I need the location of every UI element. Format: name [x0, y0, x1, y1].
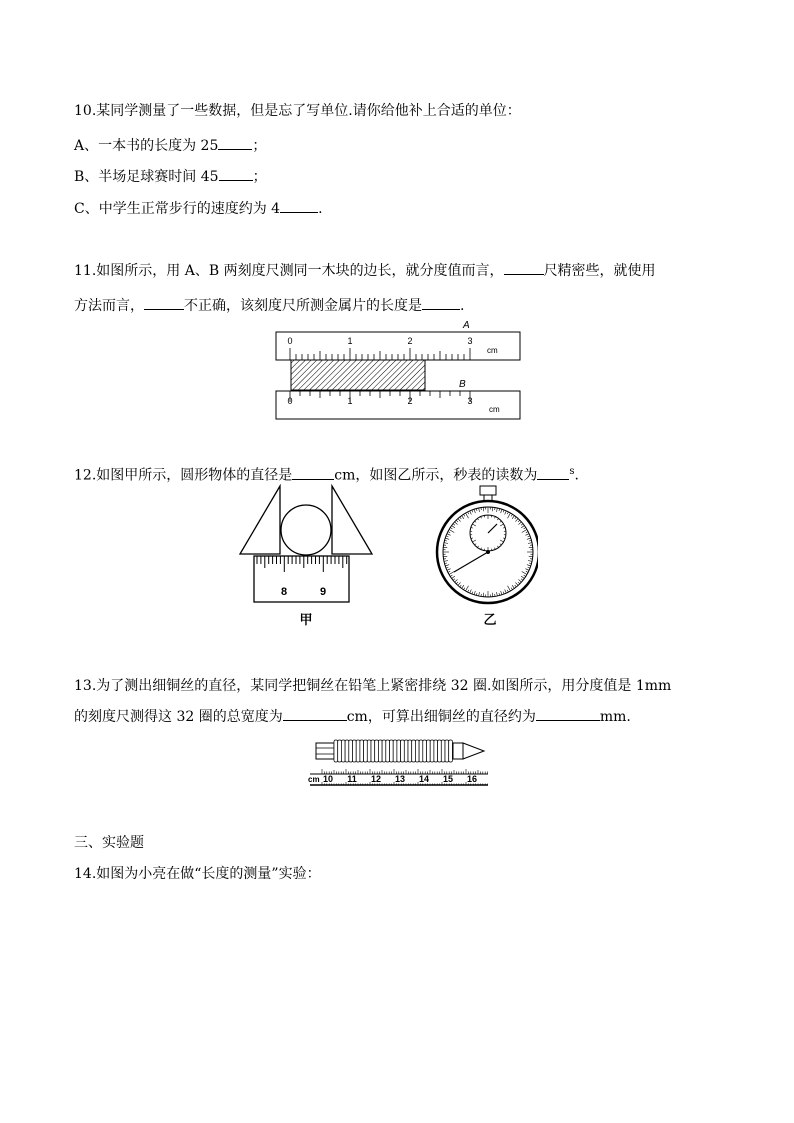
answer-blank: [219, 166, 253, 181]
q10-a-text: A、一本书的长度为 25: [74, 138, 219, 154]
label-yi: 乙: [483, 612, 497, 627]
right-set-square: [332, 486, 372, 554]
q11-line-2: [74, 295, 464, 316]
stopwatch-crown: [480, 486, 496, 495]
rulers-figure: [270, 316, 525, 424]
q12-text-3: .: [574, 467, 579, 484]
pencil-body: [316, 743, 334, 759]
wire-turn: [434, 740, 438, 762]
wire-turn: [353, 740, 357, 762]
ruler-a-label: A: [463, 320, 470, 331]
wire-turn: [393, 740, 397, 762]
copper-wire-coil: [334, 740, 452, 762]
wire-turn: [378, 740, 382, 762]
ruler-b-tick-label: 1: [347, 396, 353, 406]
ruler-a-tick-label: 2: [407, 336, 413, 346]
q13-text-1: 的刻度尺测得这 32 圈的总宽度为: [74, 709, 283, 725]
figure-yi-stopwatch: [437, 486, 538, 627]
ruler-a-unit: cm: [487, 346, 498, 355]
q12-unit-s: s: [569, 466, 575, 477]
q11-line-1: [74, 260, 656, 281]
q14-stem: 14.如图为小亮在做“长度的测量”实验：: [74, 866, 321, 882]
ruler-b-tick-label: 2: [407, 396, 413, 406]
wire-turn: [427, 740, 431, 762]
q10-option-b: [74, 166, 267, 187]
wire-turn: [382, 740, 386, 762]
q11-text-2: 尺精密些，就使用: [543, 263, 656, 279]
q10-stem: 10.某同学测量了一些数据，但是忘了写单位.请你给他补上合适的单位：: [74, 103, 521, 119]
wire-turn: [367, 740, 371, 762]
ruler-13-tick-label: 12: [370, 774, 382, 784]
round-object: [281, 505, 331, 555]
wire-turn: [356, 740, 360, 762]
q11-text-1: 11.如图所示，用 A、B 两刻度尺测同一木块的边长，就分度值而言，: [74, 263, 504, 279]
wire-turn: [360, 740, 364, 762]
wire-turn: [341, 740, 345, 762]
wire-turn: [415, 740, 419, 762]
ruler-b-tick-label: 0: [287, 396, 293, 406]
ruler-b: [276, 391, 520, 419]
answer-blank: [144, 295, 184, 310]
answer-blank: [536, 706, 600, 721]
q10-c-punct: .: [318, 201, 323, 217]
wire-turn: [334, 740, 338, 762]
wire-turn: [386, 740, 390, 762]
q10-c-text: C、中学生正常步行的速度约为 4: [74, 201, 281, 217]
q10-b-punct: ；: [252, 169, 267, 185]
wire-turn: [408, 740, 412, 762]
ruler-b-unit: cm: [489, 405, 500, 414]
figure-jia: [240, 486, 372, 627]
answer-blank: [280, 198, 318, 213]
ruler-13-tick-label: 10: [322, 774, 334, 784]
answer-blank: [283, 706, 347, 721]
q10-a-punct: ；: [252, 138, 267, 154]
pencil-coil-figure: [306, 737, 490, 787]
label-jia: 甲: [299, 612, 313, 627]
ruler-b-label: B: [459, 379, 466, 390]
pencil-tip: [463, 743, 484, 759]
section-title: 三、实验题: [74, 835, 144, 851]
q13-text-3: mm.: [599, 709, 631, 725]
q10-option-c: [74, 198, 323, 219]
q10-option-a: [74, 135, 266, 156]
q12-line: [74, 462, 579, 486]
wire-turn: [364, 740, 368, 762]
ruler-jia-tick-label: 8: [280, 586, 288, 598]
ruler-a-tick-label: 0: [287, 336, 293, 346]
wire-turn: [390, 740, 394, 762]
q13-text-2: cm，可算出细铜丝的直径约为: [346, 709, 536, 725]
answer-blank: [292, 465, 334, 480]
ruler-a-tick-label: 3: [467, 336, 473, 346]
answer-blank: [422, 295, 460, 310]
wire-turn: [375, 740, 379, 762]
ruler-a-tick-label: 1: [347, 336, 353, 346]
q12-text-2: cm，如图乙所示，秒表的读数为: [334, 467, 538, 484]
q11-text-3: 方法而言，: [74, 298, 144, 314]
q13-line-2: [74, 706, 631, 727]
wire-turn: [404, 740, 408, 762]
ruler-13-tick-label: 13: [394, 774, 406, 784]
wire-turn: [419, 740, 423, 762]
ruler-b-tick-label: 3: [467, 396, 473, 406]
q13-line-1: 13.为了测出细铜丝的直径，某同学把铜丝在铅笔上紧密排绕 32 圈.如图所示，用分度值是 1mm: [74, 678, 672, 694]
answer-blank: [504, 260, 544, 275]
ruler-13-tick-label: 11: [347, 774, 357, 784]
wire-turn: [441, 740, 445, 762]
wire-turn: [401, 740, 405, 762]
q10-b-text: B、半场足球赛时间 45: [74, 169, 219, 185]
ruler-13-tick-label: 15: [442, 774, 454, 784]
answer-blank: [537, 465, 569, 480]
q12-figure: [238, 484, 538, 630]
wire-turn: [338, 740, 342, 762]
wooden-block: [291, 360, 425, 390]
ruler-jia-tick-label: 9: [319, 586, 327, 598]
answer-blank: [218, 135, 252, 150]
wire-turn: [345, 740, 349, 762]
pencil-end: [453, 743, 463, 759]
wire-turn: [349, 740, 353, 762]
wire-turn: [449, 740, 453, 762]
wire-turn: [423, 740, 427, 762]
ruler-13-tick-label: 14: [418, 774, 430, 784]
q11-text-4: 不正确，该刻度尺所测金属片的长度是: [184, 298, 422, 314]
wire-turn: [397, 740, 401, 762]
q12-text-1: 12.如图甲所示，圆形物体的直径是: [74, 467, 293, 484]
ruler-13-tick-label: 16: [466, 774, 478, 784]
ruler-13-unit: cm: [308, 775, 320, 784]
wire-turn: [445, 740, 449, 762]
wire-turn: [412, 740, 416, 762]
wire-turn: [430, 740, 434, 762]
q11-text-5: .: [460, 298, 465, 314]
dial-center: [486, 550, 490, 554]
wire-turn: [438, 740, 442, 762]
wire-turn: [371, 740, 375, 762]
left-set-square: [240, 486, 280, 554]
